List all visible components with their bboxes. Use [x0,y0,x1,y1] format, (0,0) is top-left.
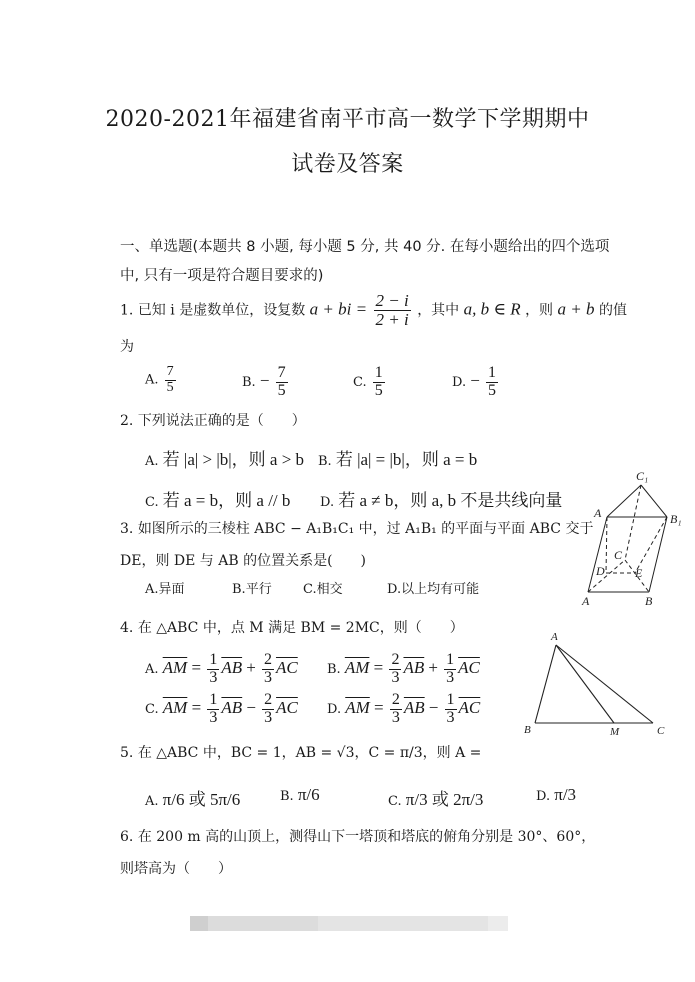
question-number: 2. [120,413,134,429]
q5-option-a: A. π/6 或 5π/6 [145,790,241,809]
question-number: 5. [120,745,134,761]
q5-option-c: C. π/3 或 2π/3 [388,790,484,809]
document-title-line1: 2020-2021年福建省南平市高一数学下学期期中 [105,107,590,132]
question-text: 下列说法正确的是（ ） [137,413,306,429]
fraction: $\frac{2 - i}{2 + i}$ [375,291,409,329]
q2-option-d: D. 若 a ≠ b，则 a, b 不是共线向量 [320,491,563,510]
q5-option-d: D. π/3 [536,785,577,804]
q1-option-d: D. − $\frac{1}{5}$ [452,364,496,399]
q4-option-c: C. $\overline{AM}$ = $\frac{1}{3}$ $\overline{AB}$ − $\frac{2}{3}$ $\overline{AC}$ [145,691,298,726]
q3-option-a: A.异面 [145,582,185,597]
question-4: 4. 在 △ABC 中，点 M 满足 BM = 2MC，则（ ） [120,620,464,636]
q4-option-a: A. $\overline{AM}$ = $\frac{1}{3}$ $\overline{AB}$ + $\frac{2}{3}$ $\overline{AC}$ [145,651,298,686]
question-text: 已知 i 是虚数单位，设复数 [137,302,306,319]
q3-option-d: D.以上均有可能 [387,582,480,597]
section-header-line2: 中, 只有一项是符合题目要求的) [120,268,324,284]
question-3-line1: 3. 如图所示的三棱柱 ABC − A₁B₁C₁ 中，过 A₁B₁ 的平面与平面 ABC 交于 [120,521,594,537]
q2-option-a: A. 若 |a| > |b|，则 a > b [145,450,305,469]
svg-text:B₁: B₁ [670,512,682,526]
q5-option-b: B. π/6 [280,785,320,804]
svg-text:M: M [610,726,620,738]
document-title-line2: 试卷及答案 [291,152,404,177]
q1-option-c: C. $\frac{1}{5}$ [353,364,383,399]
q1-option-b: B. − $\frac{7}{5}$ [242,364,286,399]
svg-text:B: B [645,594,653,608]
svg-text:B: B [524,724,531,736]
question-1: 1. 已知 i 是虚数单位，设复数 a + bi = $\frac{2 - i}{2 + i}$ ，其中 a, b ∈ R ，则 a + b 的值 [120,291,627,329]
svg-text:A: A [594,506,602,520]
svg-text:C: C [657,725,665,737]
svg-text:A: A [551,631,558,643]
svg-text:A: A [582,594,590,608]
question-6-line1: 6. 在 200 m 高的山顶上，测得山下一塔顶和塔底的俯角分别是 30°、60°， [120,829,596,845]
question-5: 5. 在 △ABC 中，BC = 1，AB = √3，C = π/3，则 A = [120,745,482,761]
question-number: 4. [120,620,134,636]
q4-option-d: D. $\overline{AM}$ = $\frac{2}{3}$ $\overline{AB}$ − $\frac{1}{3}$ $\overline{AC}$ [327,691,481,726]
question-1-line2: 为 [120,339,134,355]
q2-option-b: B. 若 |a| = |b|，则 a = b [318,450,478,469]
prism-figure [570,465,695,615]
math-expression: a + bi = [309,299,368,319]
q4-option-b: B. $\overline{AM}$ = $\frac{2}{3}$ $\overline{AB}$ + $\frac{1}{3}$ $\overline{AC}$ [327,651,480,686]
q2-option-c: C. 若 a = b，则 a // b [145,491,291,510]
question-number: 6. [120,829,134,845]
svg-text:C: C [614,548,623,562]
label-c1: C₁ [636,469,649,483]
q3-option-c: C.相交 [303,582,343,597]
svg-text:D: D [596,564,605,578]
question-2 [120,410,306,430]
question-3-line2: DE，则 DE 与 AB 的位置关系是( ) [120,553,367,569]
blurred-watermark [190,916,510,932]
triangle-figure [510,625,695,745]
question-number: 3. [120,521,134,537]
section-header-line1: 一、单选题(本题共 8 小题, 每小题 5 分, 共 40 分. 在每小题给出的四个选项 [120,239,610,255]
q3-option-b: B.平行 [232,582,272,597]
question-6-line2: 则塔高为（ ） [120,861,232,877]
q1-option-a: A. $\frac{7}{5}$ [145,364,174,395]
svg-text:E: E [635,566,643,580]
question-number: 1. [120,302,134,319]
